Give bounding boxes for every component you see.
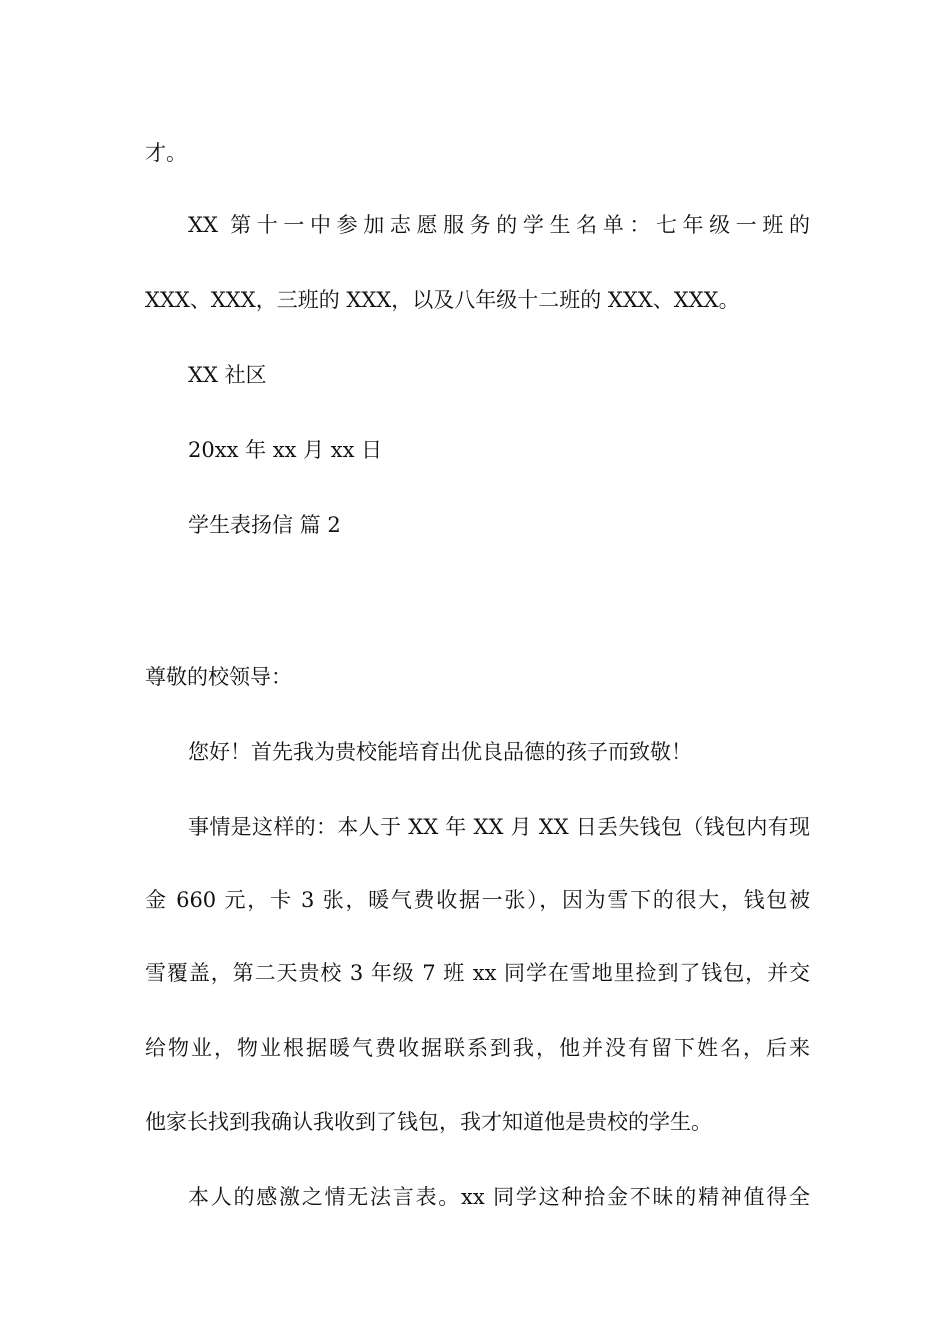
signature-org: XX 社区 — [188, 363, 267, 387]
volunteer-list-line: XXX、XXX，三班的 XXX，以及八年级十二班的 XXX、XXX。 — [145, 288, 740, 312]
paragraph-line: 您好！首先我为贵校能培育出优良品德的孩子而致敬！ — [188, 740, 692, 764]
paragraph-line: 事情是这样的：本人于 XX 年 XX 月 XX 日丢失钱包（钱包内有现 — [188, 815, 810, 839]
volunteer-list-line: XX 第十一中参加志愿服务的学生名单：七年级一班的 — [188, 213, 810, 237]
signature-date: 20xx 年 xx 月 xx 日 — [188, 438, 383, 462]
paragraph-line: 他家长找到我确认我收到了钱包，我才知道他是贵校的学生。 — [145, 1110, 712, 1134]
paragraph-line: 雪覆盖，第二天贵校 3 年级 7 班 xx 同学在雪地里捡到了钱包，并交 — [145, 961, 810, 985]
salutation: 尊敬的校领导： — [145, 665, 292, 689]
paragraph-line: 本人的感激之情无法言表。xx 同学这种拾金不昧的精神值得全 — [188, 1185, 810, 1209]
paragraph-line: 给物业，物业根据暖气费收据联系到我，他并没有留下姓名，后来 — [145, 1036, 810, 1060]
paragraph-line: 金 660 元，卡 3 张，暖气费收据一张），因为雪下的很大，钱包被 — [145, 888, 810, 912]
section-heading: 学生表扬信 篇 2 — [188, 513, 341, 537]
paragraph-line: 才。 — [145, 141, 187, 165]
